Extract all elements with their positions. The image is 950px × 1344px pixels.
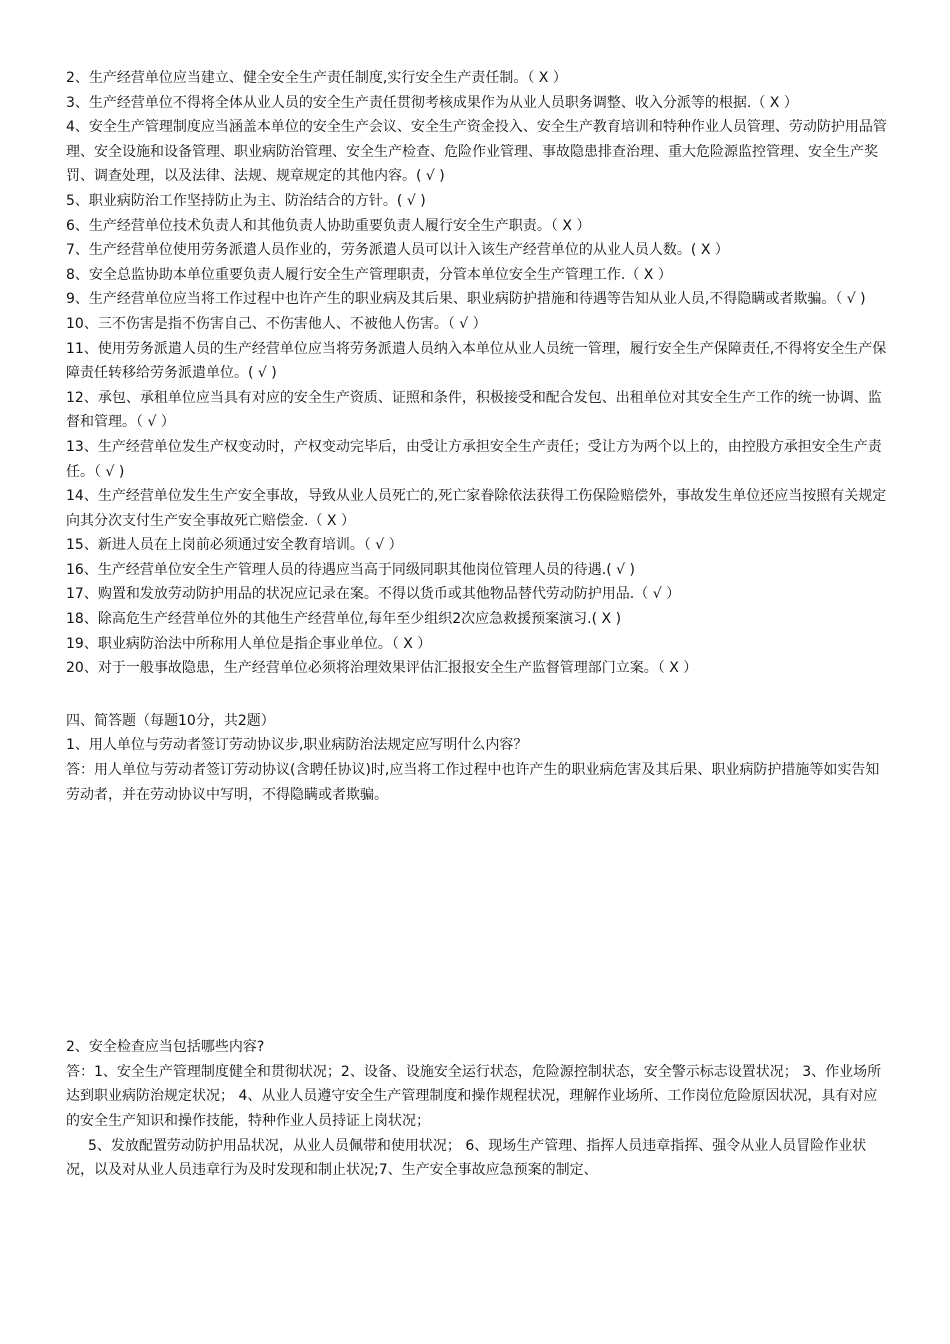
judgement-item-19: 19、职业病防治法中所称用人单位是指企事业单位。（ X ） <box>66 635 432 652</box>
answer-1: 答：用人单位与劳动者签订劳动协议(含聘任协议)时,应当将工作过程中也许产生的职业病危害及其后果、职业病防护措施等如实告知劳动者，并在劳动协议中写明，不得隐瞒或者欺骗。 <box>66 762 880 803</box>
judgement-item-7: 7、生产经营单位使用劳务派遣人员作业的，劳务派遣人员可以计入该生产经营单位的从业人员人数。( X ） <box>66 242 729 259</box>
judgement-item-13: 13、生产经营单位发生产权变动时，产权变动完毕后，由受让方承担安全生产责任；受让方为两个以上的，由控股方承担安全生产责任。（ √ ) <box>66 438 882 480</box>
answer-2-part-2: 5、发放配置劳动防护用品状况，从业人员佩带和使用状况； 6、现场生产管理、指挥人员违章指挥、强令从业人员冒险作业状况，以及对从业人员违章行为及时发现和制止状况;7、生产安全事故应急预案的制定、 <box>66 1137 867 1179</box>
judgement-item-5: 5、职业病防治工作坚持防止为主、防治结合的方针。( √ ) <box>66 192 426 209</box>
judgement-item-3: 3、生产经营单位不得将全体从业人员的安全生产责任贯彻考核成果作为从业人员职务调整、收入分派等的根据.（ X ） <box>66 94 798 111</box>
answer-space <box>66 807 888 1035</box>
judgement-item-15: 15、新进人员在上岗前必须通过安全教育培训。（ √ ） <box>66 537 403 554</box>
judgement-item-2: 2、生产经营单位应当建立、健全安全生产责任制度,实行安全生产责任制。（ X ） <box>66 70 567 86</box>
judgement-item-11: 11、使用劳务派遣人员的生产经营单位应当将劳务派遣人员纳入本单位从业人员统一管理，履行安全生产保障责任,不得将安全生产保障责任转移给劳务派遣单位。( √ ) <box>66 340 887 382</box>
question-1: 1、用人单位与劳动者签订劳动协议步,职业病防治法规定应写明什么内容？ <box>66 737 528 754</box>
judgement-item-10: 10、三不伤害是指不伤害自己、不伤害他人、不被他人伤害。（ √ ） <box>66 315 487 332</box>
judgement-item-9: 9、生产经营单位应当将工作过程中也许产生的职业病及其后果、职业病防护措施和待遇等告知从业人员,不得隐瞒或者欺骗。（ √ ) <box>66 291 866 308</box>
judgement-item-20: 20、对于一般事故隐患，生产经营单位必须将治理效果评估汇报报安全生产监督管理部门立案。（ X ） <box>66 660 698 677</box>
judgement-item-4: 4、安全生产管理制度应当涵盖本单位的安全生产会议、安全生产资金投入、安全生产教育培训和特种作业人员管理、劳动防护用品管理、安全设施和设备管理、职业病防治管理、安全生产检查、危险作业管理、事故隐患排查治理、重大危险源监控管理、安全生产奖罚、调查处理，以及法律、法规、规章规定的其他内容。( √ ) <box>66 119 887 185</box>
short-answer-section <box>66 709 888 1183</box>
document-page <box>66 66 888 1183</box>
judgement-item-6: 6、生产经营单位技术负责人和其他负责人协助重要负责人履行安全生产职责。（ X ） <box>66 217 591 234</box>
spacer <box>66 681 888 709</box>
judgement-item-12: 12、承包、承租单位应当具有对应的安全生产资质、证照和条件，积极接受和配合发包、出租单位对其安全生产工作的统一协调、监督和管理。（ √ ） <box>66 389 882 431</box>
judgement-item-16: 16、生产经营单位安全生产管理人员的待遇应当高于同级同职其他岗位管理人员的待遇.( √ ) <box>66 561 636 578</box>
judgement-item-17: 17、购置和发放劳动防护用品的状况应记录在案。不得以货币或其他物品替代劳动防护用品.（ √ ） <box>66 586 681 603</box>
section-heading: 四、简答题（每题10分，共2题） <box>66 712 275 729</box>
judgement-item-14: 14、生产经营单位发生生产安全事故，导致从业人员死亡的,死亡家眷除依法获得工伤保险赔偿外，事故发生单位还应当按照有关规定向其分次支付生产安全事故死亡赔偿金.（ X ） <box>66 488 887 529</box>
judgement-list <box>66 66 888 681</box>
judgement-item-18: 18、除高危生产经营单位外的其他生产经营单位,每年至少组织2次应急救援预案演习.( X ) <box>66 611 622 628</box>
judgement-item-8: 8、安全总监协助本单位重要负责人履行安全生产管理职责，分管本单位安全生产管理工作.（ X ） <box>66 266 672 283</box>
question-2: 2、安全检查应当包括哪些内容? <box>66 1039 265 1056</box>
answer-2-part-1: 答：1、安全生产管理制度健全和贯彻状况；2、设备、设施安全运行状态，危险源控制状态，安全警示标志设置状况； 3、作业场所达到职业病防治规定状况； 4、从业人员遵守安全生产管理制度和操作规程状况，理解作业场所、工作岗位危险原因状况，具有对应的安全生产知识和操作技能，特种作业人员持证上岗状况； <box>66 1063 882 1129</box>
